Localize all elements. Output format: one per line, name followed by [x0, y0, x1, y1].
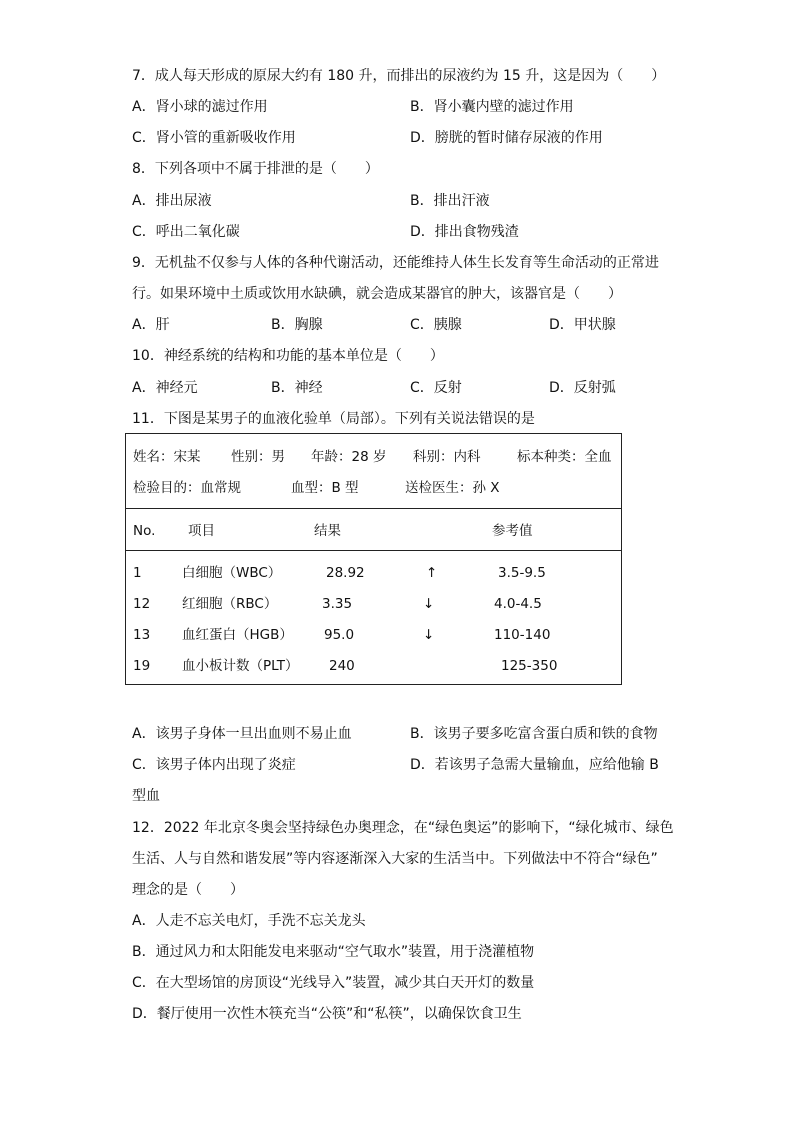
- table-row-flag: ↓: [423, 596, 435, 612]
- q7-option-c: C．肾小管的重新吸收作用: [132, 130, 296, 146]
- q11-stem: 11．下图是某男子的血液化验单（局部）。下列有关说法错误的是: [132, 411, 535, 427]
- q7-stem: 7．成人每天形成的原尿大约有 180 升，而排出的尿液约为 15 升，这是因为（ ）: [132, 68, 666, 84]
- table-row-ref: 4.0-4.5: [494, 596, 542, 612]
- table-row-item: 血小板计数（PLT）: [182, 658, 299, 674]
- q11-option-a: A．该男子身体一旦出血则不易止血: [132, 726, 352, 742]
- report-divider-1: [126, 508, 621, 509]
- blood-test-report: [125, 433, 622, 685]
- q12-stem-line1: 12．2022 年北京冬奥会坚持绿色办奥理念，在“绿色奥运”的影响下，“绿化城市、绿色: [132, 820, 674, 836]
- q11-option-d-continued: 型血: [132, 788, 160, 804]
- report-name: 姓名：宋某: [133, 449, 201, 465]
- q9-stem-line2: 行。如果环境中土质或饮用水缺碘，就会造成某器官的肿大，该器官是（ ）: [132, 286, 622, 302]
- header-ref: 参考值: [492, 523, 533, 539]
- q10-option-b: B．神经: [271, 380, 323, 396]
- q11-option-b: B．该男子要多吃富含蛋白质和铁的食物: [410, 726, 658, 742]
- table-row-no: 1: [133, 565, 142, 581]
- q11-option-c: C．该男子体内出现了炎症: [132, 757, 296, 773]
- q12-option-b: B．通过风力和太阳能发电来驱动“空气取水”装置，用于浇灌植物: [132, 944, 535, 960]
- report-age: 年龄：28 岁: [311, 449, 387, 465]
- table-row-result: 240: [329, 658, 355, 674]
- q10-option-a: A．神经元: [132, 380, 198, 396]
- header-item: 项目: [188, 523, 215, 539]
- q9-option-c: C．胰腺: [410, 317, 462, 333]
- report-dept: 科别：内科: [413, 449, 481, 465]
- report-doctor: 送检医生：孙 X: [405, 480, 500, 496]
- q8-option-d: D．排出食物残渣: [410, 224, 519, 240]
- q7-option-a: A．肾小球的滤过作用: [132, 99, 268, 115]
- table-row-result: 3.35: [322, 596, 353, 612]
- header-result: 结果: [314, 523, 341, 539]
- q12-option-c: C．在大型场馆的房顶设“光线导入”装置，减少其白天开灯的数量: [132, 975, 535, 991]
- table-row-flag: ↑: [426, 565, 438, 581]
- q10-stem: 10．神经系统的结构和功能的基本单位是（ ）: [132, 348, 444, 364]
- header-no: No.: [133, 523, 156, 539]
- report-purpose: 检验目的：血常规: [133, 480, 241, 496]
- q8-option-c: C．呼出二氧化碳: [132, 224, 240, 240]
- q9-option-d: D．甲状腺: [549, 317, 616, 333]
- q8-stem: 8．下列各项中不属于排泄的是（ ）: [132, 161, 379, 177]
- table-row-flag: ↓: [423, 627, 435, 643]
- table-row-ref: 125-350: [501, 658, 558, 674]
- q9-option-b: B．胸腺: [271, 317, 323, 333]
- q7-option-d: D．膀胱的暂时储存尿液的作用: [410, 130, 603, 146]
- table-row-item: 红细胞（RBC）: [182, 596, 278, 612]
- q10-option-c: C．反射: [410, 380, 462, 396]
- q12-option-d: D．餐厅使用一次性木筷充当“公筷”和“私筷”，以确保饮食卫生: [132, 1006, 522, 1022]
- q8-option-b: B．排出汗液: [410, 193, 490, 209]
- table-row-no: 13: [133, 627, 151, 643]
- table-row-result: 28.92: [326, 565, 365, 581]
- table-row-no: 12: [133, 596, 151, 612]
- table-row-item: 血红蛋白（HGB）: [182, 627, 293, 643]
- table-row-no: 19: [133, 658, 151, 674]
- table-row-item: 白细胞（WBC）: [182, 565, 282, 581]
- report-sex: 性别：男: [231, 449, 285, 465]
- q8-option-a: A．排出尿液: [132, 193, 212, 209]
- q10-option-d: D．反射弧: [549, 380, 616, 396]
- report-blood-type: 血型：B 型: [291, 480, 359, 496]
- q12-stem-line3: 理念的是（ ）: [132, 882, 244, 898]
- table-row-ref: 3.5-9.5: [498, 565, 546, 581]
- q9-stem-line1: 9．无机盐不仅参与人体的各种代谢活动，还能维持人体生长发育等生命活动的正常进: [132, 255, 659, 271]
- q12-stem-line2: 生活、人与自然和谐发展”等内容逐渐深入大家的生活当中。下列做法中不符合“绿色”: [132, 851, 658, 867]
- table-row-ref: 110-140: [494, 627, 551, 643]
- report-divider-2: [126, 550, 621, 551]
- q9-option-a: A．肝: [132, 317, 170, 333]
- q12-option-a: A．人走不忘关电灯，手洗不忘关龙头: [132, 913, 366, 929]
- q7-option-b: B．肾小囊内壁的滤过作用: [410, 99, 574, 115]
- q11-option-d: D．若该男子急需大量输血，应给他输 B: [410, 757, 659, 773]
- table-row-result: 95.0: [324, 627, 355, 643]
- report-specimen: 标本种类：全血: [517, 449, 612, 465]
